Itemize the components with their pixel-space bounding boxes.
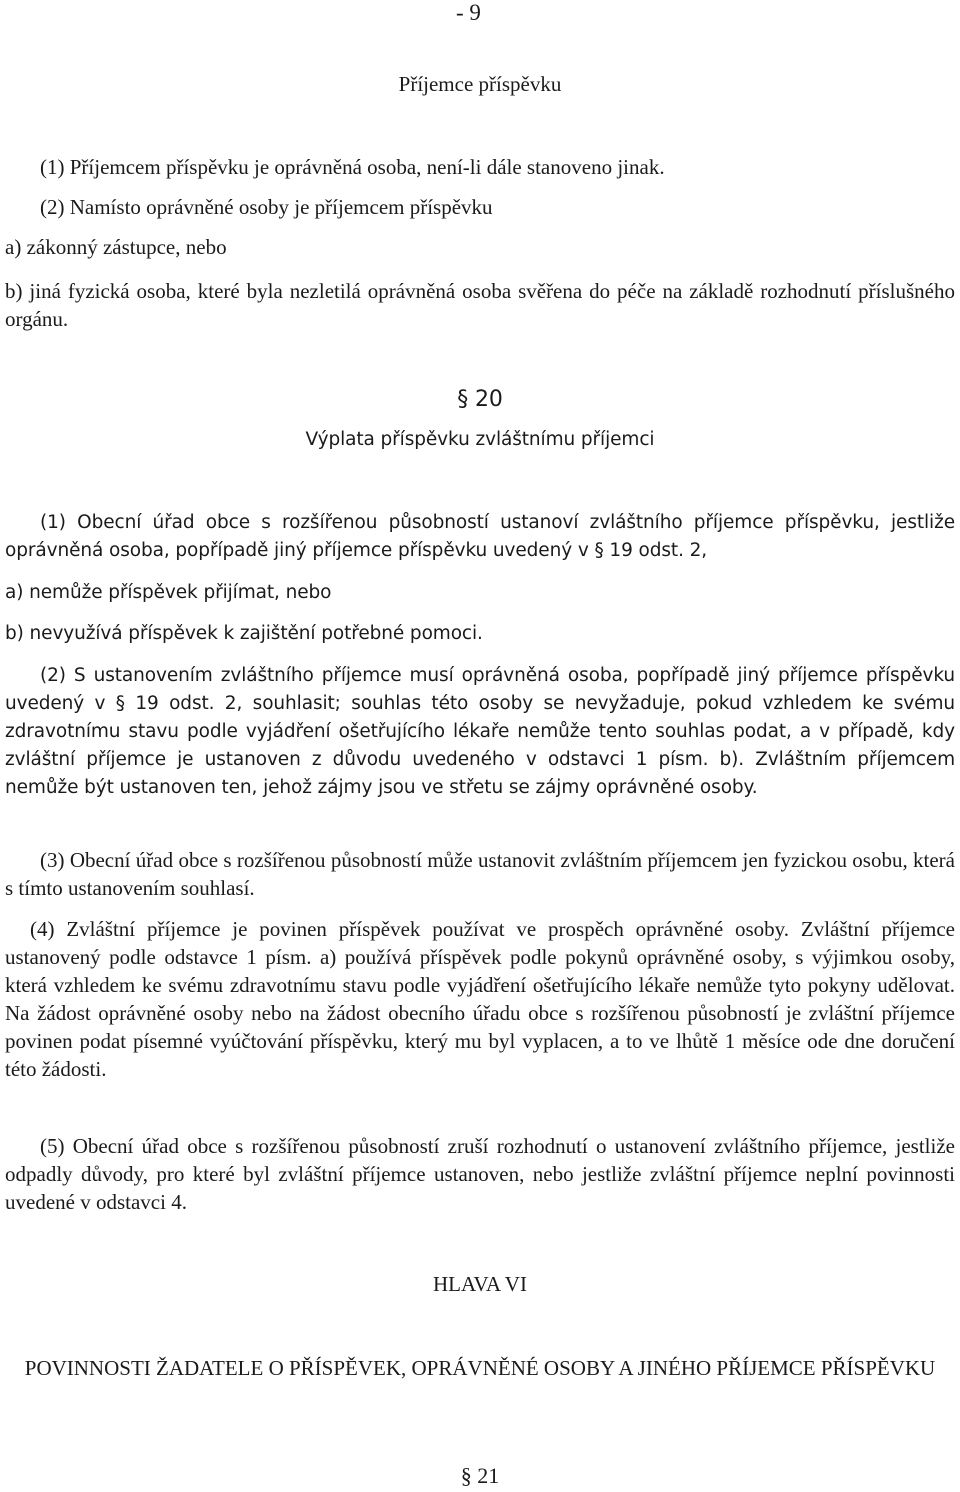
section-20-title: Výplata příspěvku zvláštnímu příjemci	[305, 429, 655, 450]
page-number: - 9	[456, 0, 481, 25]
section-20-paragraph-4: (4) Zvláštní příjemce je povinen příspěvek používat ve prospěch oprávněné osoby. Zvláštní příjemce ustanovený podle odstavce 1 písm. a) používá příspěvek podle pokynů oprávněné osoby, s výjimkou osoby, která vzhledem ke svému zdravotnímu stavu podle vyjádření ošetřujícího lékaře nemůže tyto pokyny udělovat. Na žádost oprávněné osoby nebo na žádost obecního úřadu obce s rozšířenou působností je zvláštní příjemce povinen podat písemné vyúčtování příspěvku, který mu byl vyplacen, a to ve lhůtě 1 měsíce ode dne doručení této žádosti.	[5, 917, 955, 1081]
section-19-paragraph-2: (2) Namísto oprávněné osoby je příjemcem příspěvku	[40, 195, 493, 219]
section-19-item-a: a) zákonný zástupce, nebo	[5, 235, 227, 259]
section-20-paragraph-5: (5) Obecní úřad obce s rozšířenou působností zruší rozhodnutí o ustanovení zvláštního příjemce, jestliže odpadly důvody, pro které byl zvláštní příjemce ustanoven, nebo jestliže zvláštní příjemce neplní povinnosti uvedené v odstavci 4.	[5, 1134, 955, 1214]
section-20-paragraph-1: (1) Obecní úřad obce s rozšířenou působností ustanoví zvláštního příjemce příspěvku, jestliže oprávněná osoba, popřípadě jiný příjemce příspěvku uvedený v § 19 odst. 2,	[5, 512, 955, 561]
section-20-item-a: a) nemůže příspěvek přijímat, nebo	[5, 582, 332, 603]
chapter-title: POVINNOSTI ŽADATELE O PŘÍSPĚVEK, OPRÁVNĚNÉ OSOBY A JINÉHO PŘÍJEMCE PŘÍSPĚVKU	[24, 1356, 936, 1380]
section-20-paragraph-3: (3) Obecní úřad obce s rozšířenou působností může ustanovit zvláštním příjemcem jen fyzickou osobu, která s tímto ustanovením souhlasí.	[5, 848, 955, 900]
chapter-label: HLAVA VI	[433, 1272, 527, 1296]
section-19-item-b: b) jiná fyzická osoba, které byla nezletilá oprávněná osoba svěřena do péče na základě rozhodnutí příslušného orgánu.	[5, 279, 955, 331]
section-19-paragraph-1: (1) Příjemcem příspěvku je oprávněná osoba, není-li dále stanoveno jinak.	[40, 155, 665, 179]
section-20-mark: § 20	[457, 387, 503, 412]
section-20-paragraph-2: (2) S ustanovením zvláštního příjemce musí oprávněná osoba, popřípadě jiný příjemce příspěvku uvedený v § 19 odst. 2, souhlasit; souhlas této osoby se nevyžaduje, pokud vzhledem ke svému zdravotnímu stavu podle vyjádření ošetřujícího lékaře nemůže tento souhlas podat, a v případě, kdy zvláštní příjemce je ustanoven z důvodu uvedeného v odstavci 1 písm. b). Zvláštním příjemcem nemůže být ustanoven ten, jehož zájmy jsou ve střetu se zájmy oprávněné osoby.	[5, 665, 955, 798]
section-20-item-b: b) nevyužívá příspěvek k zajištění potřebné pomoci.	[5, 623, 483, 644]
section-21-mark: § 21	[460, 1463, 500, 1488]
section-19-title: Příjemce příspěvku	[398, 72, 562, 96]
